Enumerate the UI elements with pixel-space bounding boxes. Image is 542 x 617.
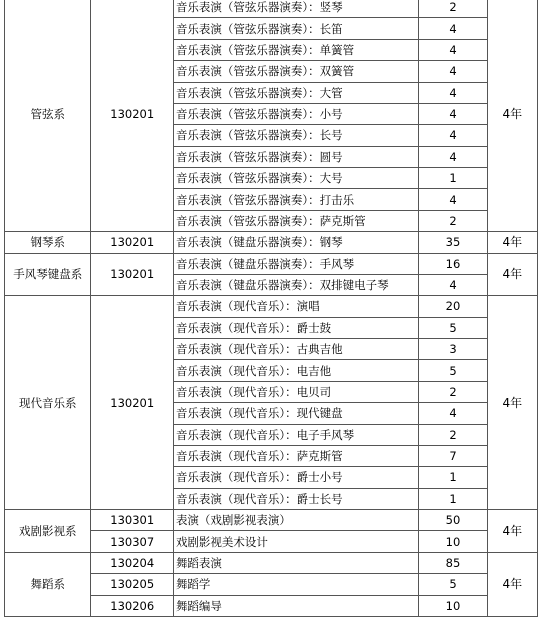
major-name-cell: 戏剧影视美术设计 (173, 531, 418, 552)
enrollment-count-cell: 4 (419, 39, 487, 60)
major-name-cell: 音乐表演（管弦乐器演奏）：双簧管 (173, 61, 418, 82)
major-name-cell: 音乐表演（管弦乐器演奏）：大管 (173, 82, 418, 103)
admissions-table (4, 0, 538, 617)
enrollment-count-cell: 4 (419, 274, 487, 295)
enrollment-count-cell: 4 (419, 61, 487, 82)
enrollment-count-cell: 4 (419, 146, 487, 167)
major-name-cell: 音乐表演（管弦乐器演奏）：单簧管 (173, 39, 418, 60)
table-row (5, 253, 538, 274)
enrollment-count-cell: 4 (419, 125, 487, 146)
table-row (5, 296, 538, 317)
major-name-cell: 音乐表演（现代音乐）：电吉他 (173, 360, 418, 381)
major-name-cell: 音乐表演（管弦乐器演奏）：长笛 (173, 18, 418, 39)
enrollment-count-cell: 1 (419, 168, 487, 189)
department-cell: 戏剧影视系 (5, 510, 91, 553)
enrollment-count-cell: 50 (419, 510, 487, 531)
major-code-cell: 130201 (91, 0, 173, 232)
enrollment-count-cell: 2 (419, 381, 487, 402)
major-name-cell: 音乐表演（管弦乐器演奏）：萨克斯管 (173, 210, 418, 231)
table-row (5, 0, 538, 18)
major-name-cell: 表演（戏剧影视表演） (173, 510, 418, 531)
major-name-cell: 音乐表演（管弦乐器演奏）：打击乐 (173, 189, 418, 210)
department-cell: 手风琴键盘系 (5, 253, 91, 296)
enrollment-count-cell: 2 (419, 0, 487, 18)
major-name-cell: 音乐表演（管弦乐器演奏）：竖琴 (173, 0, 418, 18)
major-name-cell: 舞蹈表演 (173, 552, 418, 573)
enrollment-count-cell: 16 (419, 253, 487, 274)
major-name-cell: 音乐表演（现代音乐）：古典吉他 (173, 339, 418, 360)
major-name-cell: 音乐表演（现代音乐）：电子手风琴 (173, 424, 418, 445)
enrollment-count-cell: 3 (419, 339, 487, 360)
major-code-cell: 130201 (91, 232, 173, 253)
major-code-cell: 130205 (91, 574, 173, 595)
enrollment-count-cell: 4 (419, 18, 487, 39)
major-name-cell: 音乐表演（管弦乐器演奏）：大号 (173, 168, 418, 189)
major-name-cell: 音乐表演（现代音乐）：现代键盘 (173, 403, 418, 424)
enrollment-count-cell: 4 (419, 403, 487, 424)
major-code-cell: 130307 (91, 531, 173, 552)
major-name-cell: 音乐表演（键盘乐器演奏）：钢琴 (173, 232, 418, 253)
enrollment-count-cell: 10 (419, 595, 487, 617)
duration-cell: 4年 (487, 552, 537, 616)
department-cell: 管弦系 (5, 0, 91, 232)
major-name-cell: 音乐表演（管弦乐器演奏）：长号 (173, 125, 418, 146)
enrollment-count-cell: 20 (419, 296, 487, 317)
major-name-cell: 舞蹈学 (173, 574, 418, 595)
enrollment-count-cell: 2 (419, 210, 487, 231)
major-name-cell: 音乐表演（键盘乐器演奏）：双排键电子琴 (173, 274, 418, 295)
duration-cell: 4年 (487, 253, 537, 296)
major-name-cell: 音乐表演（现代音乐）：演唱 (173, 296, 418, 317)
department-cell: 舞蹈系 (5, 552, 91, 616)
major-name-cell: 音乐表演（管弦乐器演奏）：小号 (173, 103, 418, 124)
duration-cell: 4年 (487, 232, 537, 253)
duration-cell: 4年 (487, 296, 537, 510)
duration-cell: 4年 (487, 510, 537, 553)
major-name-cell: 音乐表演（现代音乐）：爵士鼓 (173, 317, 418, 338)
table-row (5, 232, 538, 253)
enrollment-count-cell: 85 (419, 552, 487, 573)
enrollment-count-cell: 10 (419, 531, 487, 552)
department-cell: 现代音乐系 (5, 296, 91, 510)
enrollment-count-cell: 2 (419, 424, 487, 445)
enrollment-count-cell: 35 (419, 232, 487, 253)
table-row (5, 552, 538, 573)
major-code-cell: 130201 (91, 253, 173, 296)
enrollment-count-cell: 7 (419, 445, 487, 466)
enrollment-count-cell: 1 (419, 467, 487, 488)
major-name-cell: 音乐表演（现代音乐）：电贝司 (173, 381, 418, 402)
enrollment-count-cell: 1 (419, 488, 487, 509)
department-cell: 钢琴系 (5, 232, 91, 253)
enrollment-count-cell: 4 (419, 82, 487, 103)
major-name-cell: 音乐表演（键盘乐器演奏）：手风琴 (173, 253, 418, 274)
major-code-cell: 130201 (91, 296, 173, 510)
table-row (5, 510, 538, 531)
major-name-cell: 音乐表演（现代音乐）：爵士长号 (173, 488, 418, 509)
major-code-cell: 130204 (91, 552, 173, 573)
duration-cell: 4年 (487, 0, 537, 232)
major-name-cell: 舞蹈编导 (173, 595, 418, 617)
major-name-cell: 音乐表演（管弦乐器演奏）：圆号 (173, 146, 418, 167)
admissions-table-body (5, 0, 538, 617)
major-name-cell: 音乐表演（现代音乐）：萨克斯管 (173, 445, 418, 466)
major-code-cell: 130301 (91, 510, 173, 531)
major-name-cell: 音乐表演（现代音乐）：爵士小号 (173, 467, 418, 488)
enrollment-count-cell: 5 (419, 574, 487, 595)
enrollment-count-cell: 5 (419, 317, 487, 338)
enrollment-count-cell: 5 (419, 360, 487, 381)
enrollment-count-cell: 4 (419, 103, 487, 124)
major-code-cell: 130206 (91, 595, 173, 617)
enrollment-count-cell: 4 (419, 189, 487, 210)
